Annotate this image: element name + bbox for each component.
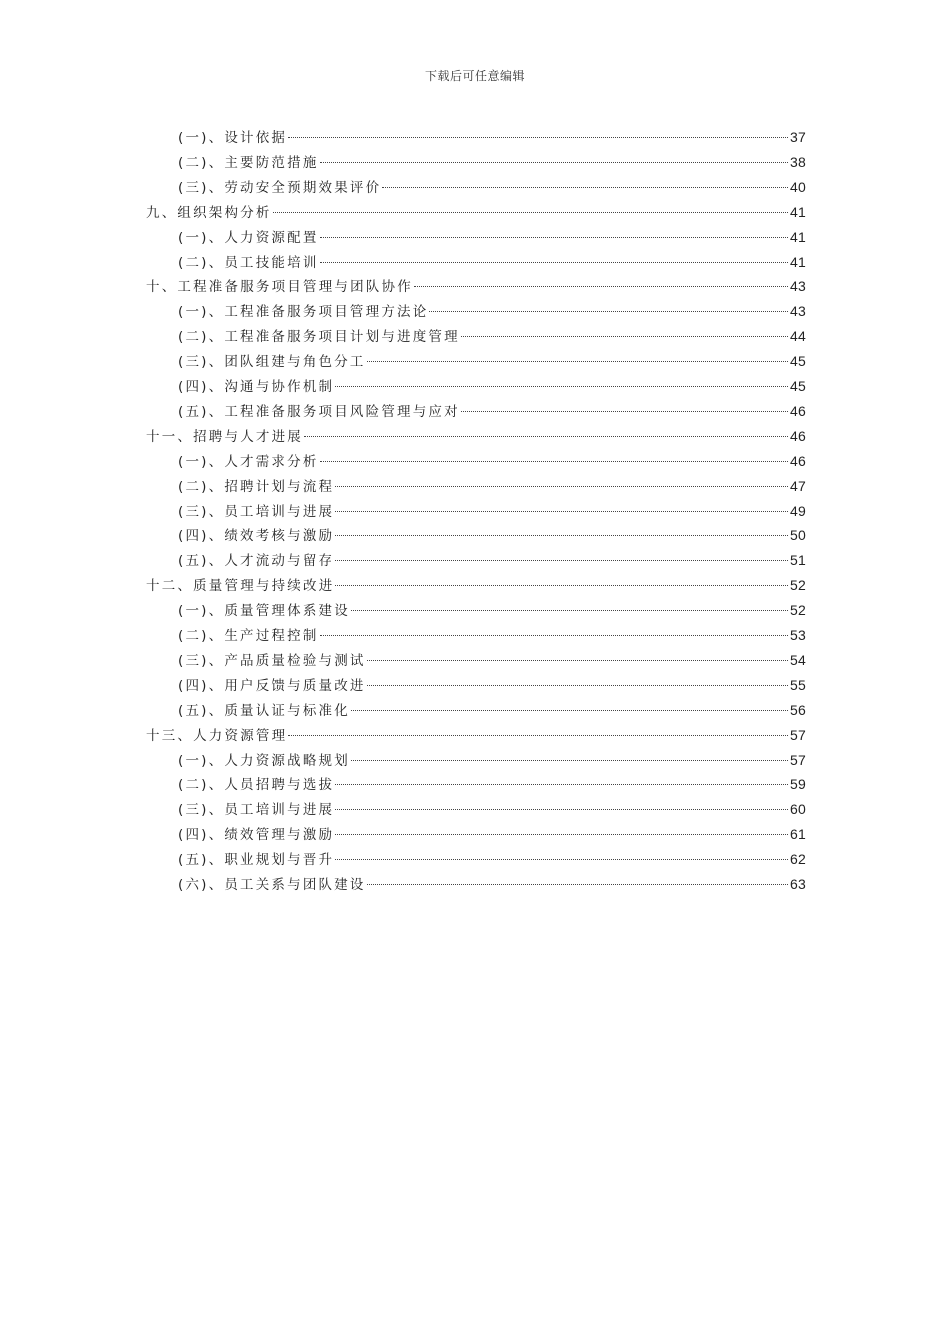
toc-section-entry[interactable] [178,324,806,348]
toc-dot-leader [335,585,788,586]
toc-entry-title: (一)、人力资源战略规划 [178,752,350,769]
toc-page-number: 45 [790,378,806,394]
toc-page-number: 56 [790,701,806,718]
toc-dot-leader [335,386,788,387]
toc-section-entry[interactable] [178,772,806,796]
toc-page-number: 52 [790,602,806,619]
toc-dot-leader [414,286,788,287]
toc-entry-title: (三)、员工培训与进展 [178,802,335,819]
toc-chapter-entry[interactable] [146,723,806,747]
toc-page-number: 51 [790,552,806,569]
toc-section-entry[interactable] [178,499,806,523]
toc-dot-leader [273,212,788,213]
toc-section-entry[interactable] [178,797,806,821]
toc-entry-title: (三)、劳动安全预期效果评价 [178,179,382,196]
toc-page-number: 61 [790,826,806,843]
toc-section-entry[interactable] [178,598,806,622]
toc-page-number: 43 [790,278,806,295]
toc-dot-leader [367,361,788,362]
toc-entry-title: 十、工程准备服务项目管理与团队协作 [146,279,413,296]
toc-entry-title: (五)、人才流动与留存 [178,553,335,570]
toc-section-entry[interactable] [178,125,806,149]
toc-page-number: 60 [790,801,806,818]
toc-page-number: 41 [790,203,806,220]
toc-entry-title: (三)、产品质量检验与测试 [178,652,366,669]
toc-dot-leader [335,560,788,561]
toc-dot-leader [461,411,788,412]
toc-section-entry[interactable] [178,673,806,697]
toc-entry-title: (二)、员工技能培训 [178,254,319,271]
toc-dot-leader [351,760,788,761]
toc-page-number: 46 [790,402,806,419]
toc-dot-leader [367,660,788,661]
toc-page-number: 57 [790,726,806,743]
toc-dot-leader [335,834,788,835]
toc-page-number: 55 [790,676,806,693]
toc-page-number: 44 [790,328,806,345]
toc-entry-title: (二)、主要防范措施 [178,154,319,171]
toc-section-entry[interactable] [178,648,806,672]
toc-dot-leader [335,511,788,512]
toc-dot-leader [288,735,788,736]
toc-section-entry[interactable] [178,225,806,249]
toc-dot-leader [288,137,788,138]
toc-page-number: 59 [790,776,806,793]
toc-entry-title: (一)、人力资源配置 [178,229,319,246]
toc-entry-title: (一)、设计依据 [178,130,288,146]
toc-section-entry[interactable] [178,175,806,199]
toc-entry-title: (三)、团队组建与角色分工 [178,354,366,371]
toc-chapter-entry[interactable] [146,573,806,597]
toc-section-entry[interactable] [178,399,806,423]
toc-page-number: 49 [790,502,806,519]
toc-dot-leader [367,884,788,885]
toc-section-entry[interactable] [178,548,806,572]
toc-dot-leader [429,311,788,312]
toc-page-number: 63 [790,876,806,892]
toc-entry-title: (四)、用户反馈与质量改进 [178,677,366,694]
toc-entry-title: (四)、绩效管理与激励 [178,827,335,844]
toc-dot-leader [320,237,788,238]
toc-entry-title: (一)、质量管理体系建设 [178,603,350,620]
toc-section-entry[interactable] [178,449,806,473]
toc-entry-title: (五)、质量认证与标准化 [178,702,350,719]
toc-page-number: 62 [790,851,806,868]
toc-page-number: 45 [790,353,806,370]
toc-dot-leader [335,809,788,810]
toc-entry-title: 九、组织架构分析 [146,204,272,221]
toc-page-number: 37 [790,129,806,145]
toc-entry-title: (五)、工程准备服务项目风险管理与应对 [178,403,460,420]
toc-page-number: 53 [790,627,806,643]
toc-entry-title: (四)、绩效考核与激励 [178,528,335,545]
toc-entry-title: (二)、工程准备服务项目计划与进度管理 [178,329,460,346]
toc-entry-title: 十一、招聘与人才进展 [146,428,303,445]
toc-section-entry[interactable] [178,623,806,647]
toc-section-entry[interactable] [178,474,806,498]
toc-page-number: 38 [790,153,806,170]
toc-dot-leader [304,436,788,437]
toc-entry-title: (三)、员工培训与进展 [178,503,335,520]
toc-entry-title: (二)、人员招聘与选拔 [178,777,335,794]
toc-dot-leader [351,610,788,611]
toc-dot-leader [351,710,788,711]
toc-section-entry[interactable] [178,872,806,896]
toc-page-number: 47 [790,477,806,494]
toc-entry-title: (二)、招聘计划与流程 [178,478,335,495]
toc-dot-leader [382,187,788,188]
page-header: 下载后可任意编辑 [424,69,525,83]
toc-section-entry[interactable] [178,150,806,174]
toc-dot-leader [320,635,788,636]
toc-dot-leader [320,162,788,163]
toc-page-number: 41 [790,253,806,270]
toc-section-entry[interactable] [178,250,806,274]
toc-chapter-entry[interactable] [146,200,806,224]
toc-dot-leader [461,336,788,337]
toc-entry-title: 十二、质量管理与持续改进 [146,578,335,595]
toc-entry-title: (四)、沟通与协作机制 [178,379,335,395]
toc-chapter-entry[interactable] [146,274,806,298]
toc-page-number: 54 [790,651,806,668]
toc-page-number: 46 [790,427,806,444]
toc-page-number: 41 [790,228,806,245]
toc-page-number: 50 [790,527,806,544]
toc-chapter-entry[interactable] [146,424,806,448]
toc-section-entry[interactable] [178,847,806,871]
toc-page-number: 52 [790,577,806,594]
toc-dot-leader [335,486,788,487]
toc-section-entry[interactable] [178,822,806,846]
toc-section-entry[interactable] [178,698,806,722]
toc-page-number: 57 [790,751,806,768]
toc-page-number: 46 [790,452,806,469]
toc-entry-title: (五)、职业规划与晋升 [178,852,335,869]
toc-page-number: 40 [790,178,806,195]
toc-dot-leader [367,685,788,686]
toc-dot-leader [335,859,788,860]
toc-dot-leader [335,784,788,785]
toc-entry-title: (一)、人才需求分析 [178,453,319,470]
toc-entry-title: (一)、工程准备服务项目管理方法论 [178,304,429,321]
toc-section-entry[interactable] [178,748,806,772]
toc-dot-leader [335,535,788,536]
toc-page-number: 43 [790,303,806,320]
toc-entry-title: (二)、生产过程控制 [178,628,319,644]
toc-dot-leader [320,461,788,462]
toc-entry-title: (六)、员工关系与团队建设 [178,877,366,893]
toc-dot-leader [320,262,788,263]
toc-section-entry[interactable] [178,349,806,373]
toc-section-entry[interactable] [178,299,806,323]
toc-section-entry[interactable] [178,374,806,398]
toc-section-entry[interactable] [178,523,806,547]
toc-entry-title: 十三、人力资源管理 [146,727,288,744]
